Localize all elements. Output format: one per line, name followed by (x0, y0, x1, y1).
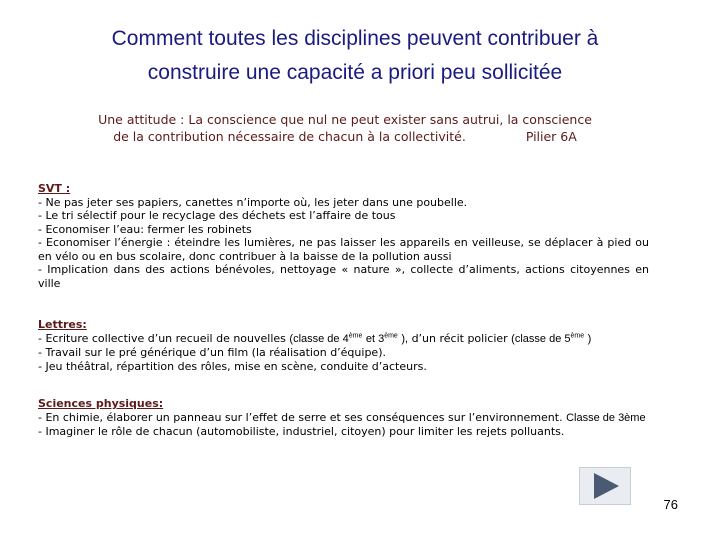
pillar-label: Pilier 6A (525, 129, 577, 144)
svt-item-5: - Implication dans des actions bénévoles, nettoyage « nature », collecte d’aliments, actions citoyennes en ville (38, 263, 649, 290)
lettres-item-1-class-b: et 3 (365, 332, 385, 345)
lettres-item-1 (38, 332, 649, 347)
attitude-line-1: Une attitude : La conscience que nul ne peut exister sans autrui, la conscience (98, 112, 592, 127)
attitude-line-2 (30, 128, 660, 145)
lettres-item-1-recit: d’un récit policier (411, 331, 508, 345)
sciences-item-2: - Imaginer le rôle de chacun (automobiliste, industriel, citoyen) pour limiter les rejets polluants. (38, 425, 565, 438)
svt-heading: SVT : (38, 182, 71, 195)
superscript-eme: ème (570, 331, 585, 339)
sciences-section (38, 397, 649, 439)
next-slide-button[interactable] (579, 467, 631, 505)
lettres-item-3: - Jeu théâtral, répartition des rôles, mise en scène, conduite d’acteurs. (38, 359, 427, 373)
slide-title-line-1: Comment toutes les disciplines peuvent contribuer à (111, 27, 599, 50)
svt-item-1: - Ne pas jeter ses papiers, canettes n’importe où, les jeter dans une poubelle. (38, 195, 468, 209)
sciences-item-1-class: Classe de 3ème (566, 411, 646, 424)
sciences-item-1 (38, 411, 649, 426)
lettres-item-1-paren: ) (587, 332, 592, 345)
page-number: 76 (663, 497, 678, 512)
svt-section (38, 182, 649, 290)
lettres-item-2: - Travail sur le pré générique d’un film (la réalisation d’équipe). (38, 346, 386, 359)
lettres-item-1-close: ), (401, 332, 409, 345)
attitude-statement (30, 111, 660, 145)
attitude-line-2-text: de la contribution nécessaire de chacun à la collectivité. (113, 129, 466, 144)
sciences-heading: Sciences physiques: (38, 397, 164, 410)
lettres-item-1-class-a: (classe de 4 (289, 332, 349, 345)
lettres-item-1-class-c: (classe de 5 (511, 332, 571, 345)
lettres-heading: Lettres: (38, 318, 87, 331)
sciences-item-1-text: - En chimie, élaborer un panneau sur l’effet de serre et ses conséquences sur l’environnement. (38, 410, 563, 424)
slide-title-line-2: construire une capacité a priori peu sollicitée (147, 61, 563, 84)
play-triangle-icon (592, 472, 620, 500)
lettres-section (38, 318, 649, 373)
slide-title (40, 22, 670, 90)
svt-item-2: - Le tri sélectif pour le recyclage des déchets est l’affaire de tous (38, 209, 396, 222)
lettres-item-1-text: - Ecriture collective d’un recueil de nouvelles (38, 331, 286, 345)
svt-item-3: - Economiser l’eau: fermer les robinets (38, 222, 252, 236)
svt-item-4: - Economiser l’énergie : éteindre les lumières, ne pas laisser les appareils en veilleuse, se déplacer à pied ou en vélo ou en bus scolaire, donc contribuer à la baisse de la pollution aussi (38, 236, 649, 263)
superscript-eme: ème (348, 331, 363, 339)
superscript-eme: ème (384, 331, 398, 339)
